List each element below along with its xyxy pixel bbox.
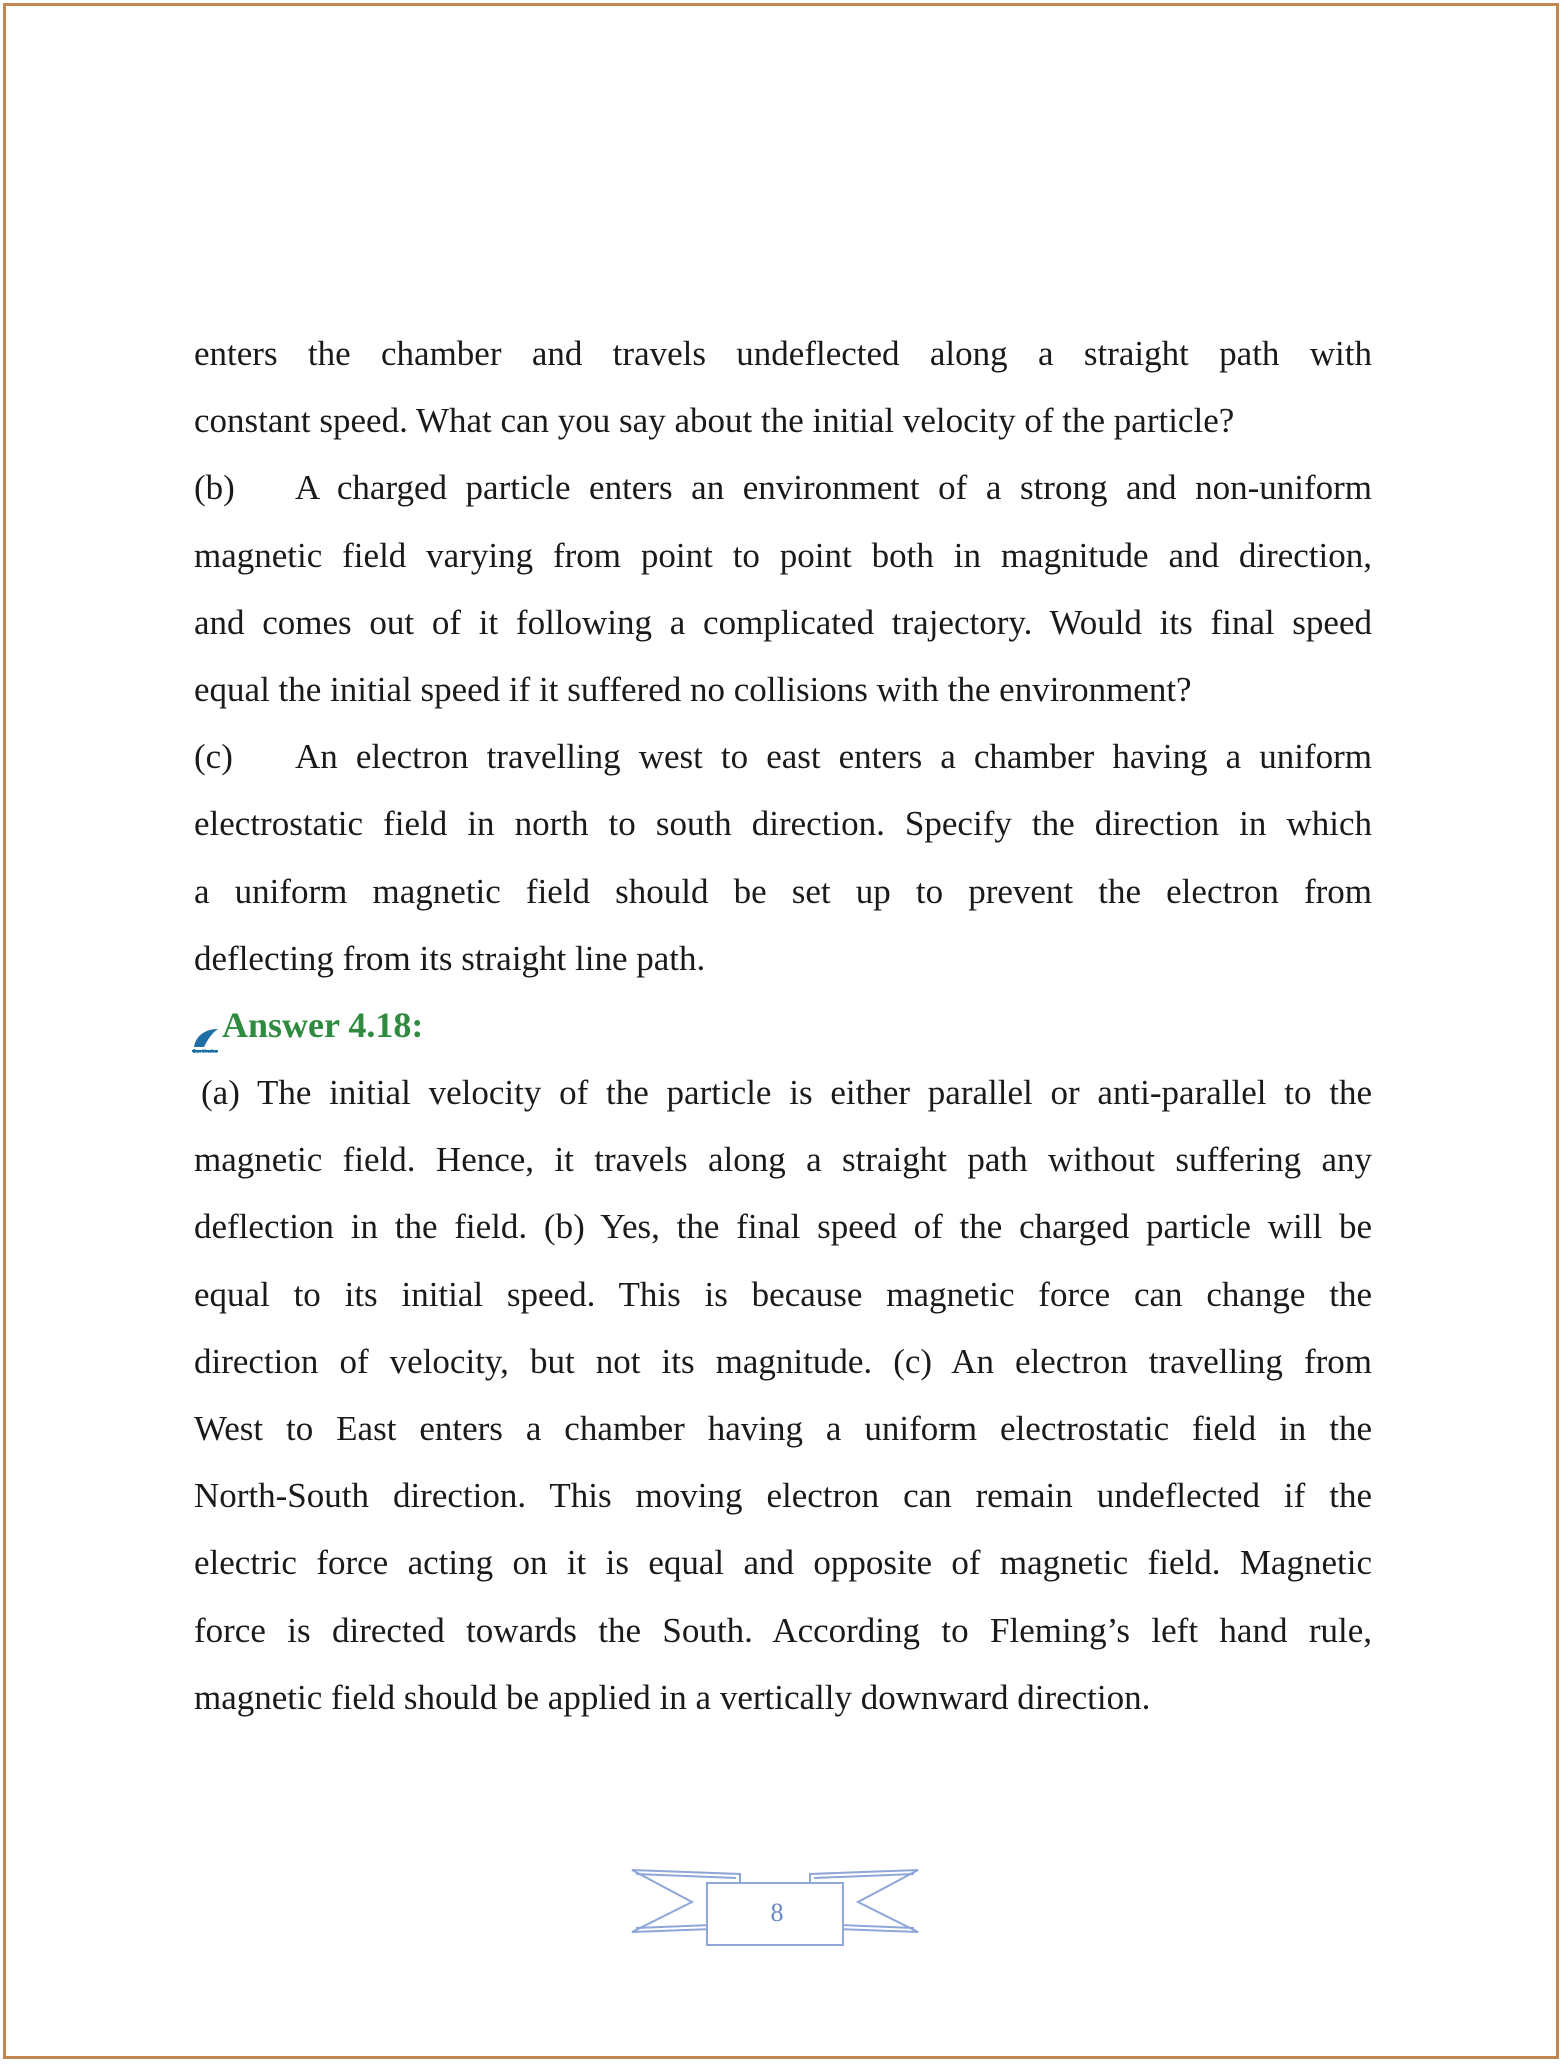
answer-line: magnetic field. Hence, it travels along a straight path without suffering any bbox=[194, 1140, 1372, 1180]
part-b-line bbox=[194, 454, 1372, 521]
answer-line: equal to its initial speed. This is because magnetic force can change the bbox=[194, 1274, 1372, 1314]
part-c-line bbox=[194, 723, 1372, 790]
answer-line: force is directed towards the South. According to Fleming’s left hand rule, bbox=[194, 1610, 1372, 1650]
svg-text:Sarthaks: Sarthaks bbox=[192, 1049, 218, 1056]
part-c-line: electrostatic field in north to south direction. Specify the direction in which bbox=[194, 804, 1372, 844]
part-b-label: (b) bbox=[194, 468, 235, 508]
answer-paragraph bbox=[194, 1059, 1372, 1731]
part-b-line: and comes out of it following a complicated trajectory. Would its final speed bbox=[194, 602, 1372, 642]
answer-line: North-South direction. This moving electron can remain undeflected if the bbox=[194, 1476, 1372, 1516]
answer-line: deflection in the field. (b) Yes, the final speed of the charged particle will be bbox=[194, 1207, 1372, 1247]
part-c-text: An electron travelling west to east enters a chamber having a uniform bbox=[295, 737, 1372, 777]
part-b-line: equal the initial speed if it suffered no collisions with the environment? bbox=[194, 669, 1192, 709]
answer-line: direction of velocity, but not its magnitude. (c) An electron travelling from bbox=[194, 1341, 1372, 1381]
page-content bbox=[194, 320, 1372, 1731]
answer-line: West to East enters a chamber having a uniform electrostatic field in the bbox=[194, 1409, 1372, 1448]
sarthaks-logo-icon bbox=[190, 1010, 220, 1056]
part-c-line: a uniform magnetic field should be set up to prevent the electron from bbox=[194, 871, 1372, 911]
part-c-label: (c) bbox=[194, 737, 233, 777]
answer-line: magnetic field should be applied in a vertically downward direction. bbox=[194, 1677, 1151, 1717]
part-c-line: deflecting from its straight line path. bbox=[194, 938, 706, 978]
question-line: enters the chamber and travels undeflected along a straight path with bbox=[194, 334, 1372, 373]
part-b-line: magnetic field varying from point to point both in magnitude and direction, bbox=[194, 535, 1372, 575]
answer-line: (a) The initial velocity of the particle is either parallel or anti-parallel to the bbox=[201, 1073, 1372, 1113]
answer-heading bbox=[190, 992, 1372, 1059]
part-b-text: A charged particle enters an environment of a strong and non-uniform bbox=[295, 468, 1372, 508]
question-line: constant speed. What can you say about the initial velocity of the particle? bbox=[194, 401, 1235, 441]
page-number: 8 bbox=[770, 1898, 784, 1927]
answer-line: electric force acting on it is equal and opposite of magnetic field. Magnetic bbox=[194, 1543, 1372, 1583]
answer-heading-text: Answer 4.18: bbox=[222, 1004, 424, 1045]
